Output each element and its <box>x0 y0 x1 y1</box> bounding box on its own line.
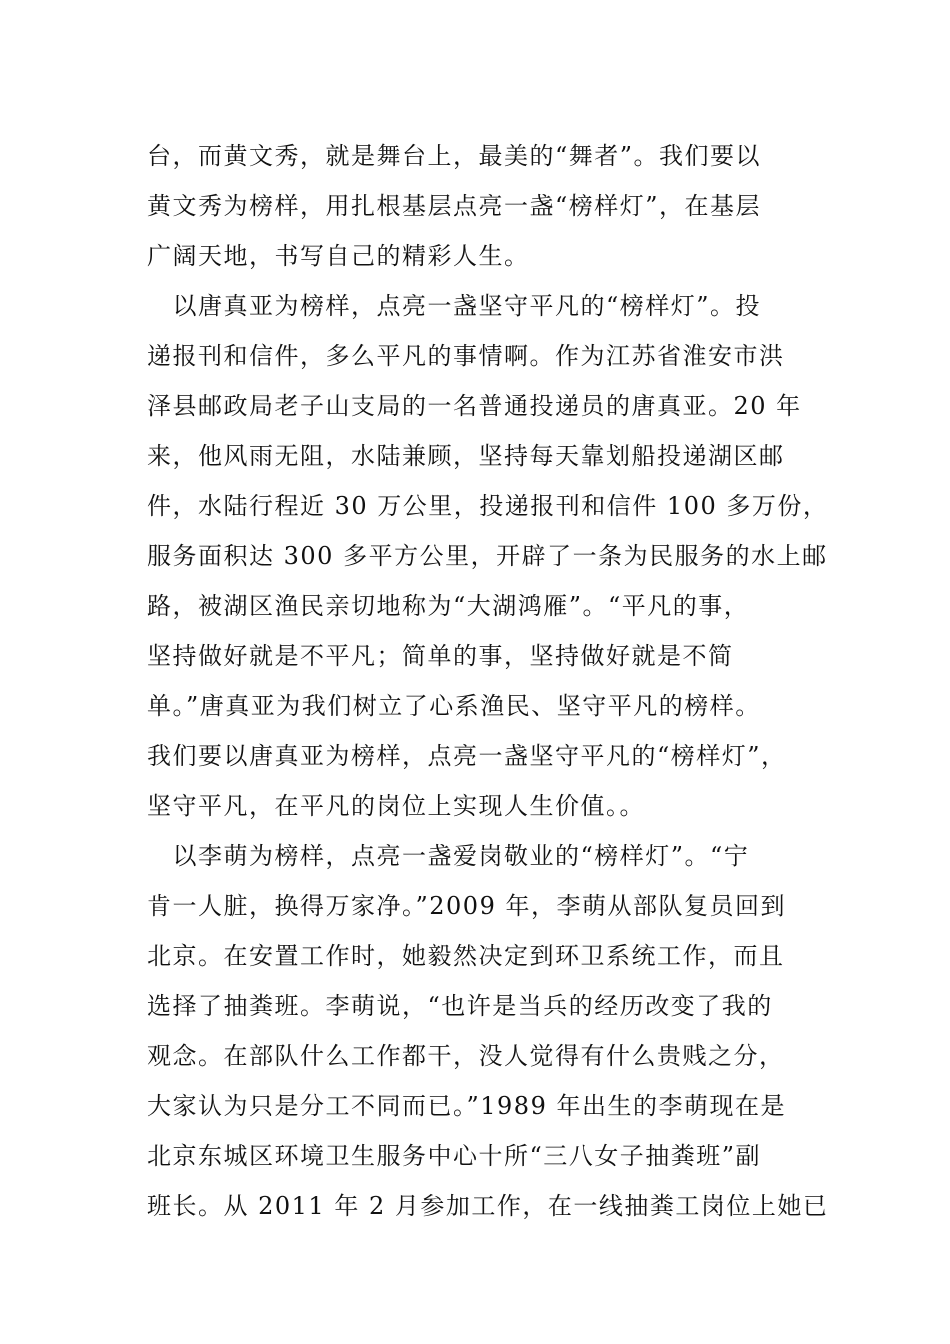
text-line: 观念。在部队什么工作都干，没人觉得有什么贵贱之分， <box>147 1042 785 1070</box>
text-line: 北京。在安置工作时，她毅然决定到环卫系统工作，而且 <box>147 942 785 970</box>
text-line: 肯一人脏，换得万家净。”2009 年，李萌从部队复员回到 <box>147 892 786 920</box>
text-line: 单。”唐真亚为我们树立了心系渔民、坚守平凡的榜样。 <box>147 692 761 720</box>
document-body <box>147 131 827 1231</box>
text-line: 件，水陆行程近 30 万公里，投递报刊和信件 100 多万份， <box>147 492 829 520</box>
text-line: 大家认为只是分工不同而已。”1989 年出生的李萌现在是 <box>147 1092 786 1120</box>
text-line: 以唐真亚为榜样，点亮一盏坚守平凡的“榜样灯”。投 <box>147 292 762 320</box>
text-line: 路，被湖区渔民亲切地称为“大湖鸿雁”。“平凡的事， <box>147 592 750 620</box>
text-line: 黄文秀为榜样，用扎根基层点亮一盏“榜样灯”，在基层 <box>147 192 762 220</box>
text-line: 服务面积达 300 多平方公里，开辟了一条为民服务的水上邮 <box>147 542 828 570</box>
text-line: 坚持做好就是不平凡；简单的事，坚持做好就是不简 <box>147 642 734 670</box>
text-line: 选择了抽粪班。李萌说，“也许是当兵的经历改变了我的 <box>147 992 773 1020</box>
text-line: 以李萌为榜样，点亮一盏爱岗敬业的“榜样灯”。“宁 <box>147 842 750 870</box>
text-line: 我们要以唐真亚为榜样，点亮一盏坚守平凡的“榜样灯”， <box>147 742 787 770</box>
text-line: 来，他风雨无阻，水陆兼顾，坚持每天靠划船投递湖区邮 <box>147 442 785 470</box>
text-line: 北京东城区环境卫生服务中心十所“三八女子抽粪班”副 <box>147 1142 762 1170</box>
text-line: 递报刊和信件，多么平凡的事情啊。作为江苏省淮安市洪 <box>147 342 785 370</box>
text-line: 广阔天地，书写自己的精彩人生。 <box>147 242 530 270</box>
text-line: 坚守平凡，在平凡的岗位上实现人生价值。。 <box>147 792 645 820</box>
text-line: 台，而黄文秀，就是舞台上，最美的“舞者”。我们要以 <box>147 142 762 170</box>
text-line: 班长。从 2011 年 2 月参加工作，在一线抽粪工岗位上她已 <box>147 1192 829 1220</box>
text-line: 泽县邮政局老子山支局的一名普通投递员的唐真亚。20 年 <box>147 392 802 420</box>
